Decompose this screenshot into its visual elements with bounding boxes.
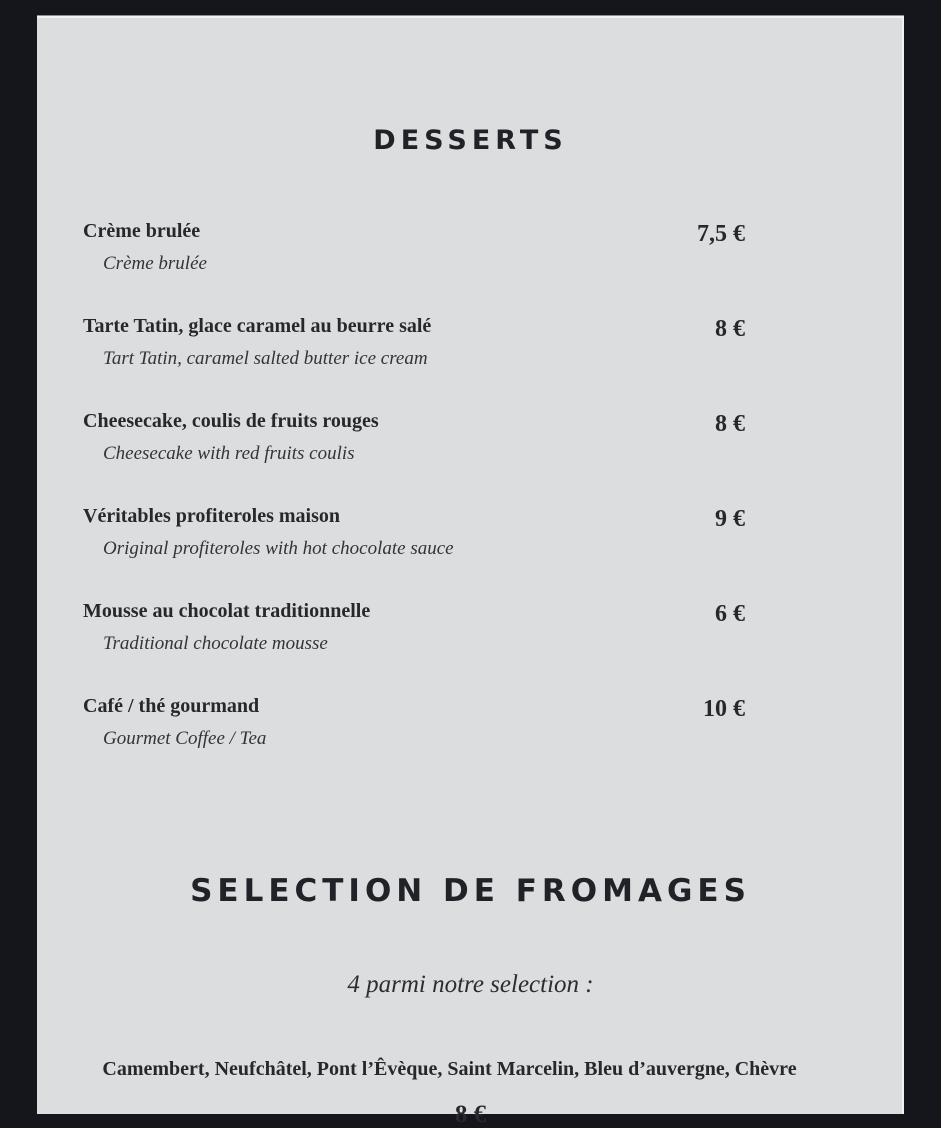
desserts-items-list [83, 218, 745, 751]
menu-item-translation: Gourmet Coffee / Tea [103, 728, 267, 750]
menu-item-row [83, 503, 745, 532]
menu-item-row [83, 693, 745, 722]
menu-item-translation: Original profiteroles with hot chocolate sauce [103, 538, 454, 560]
menu-item-translation: Cheesecake with red fruits coulis [103, 443, 355, 465]
menu-item-name: Mousse au chocolat traditionnelle [83, 600, 371, 623]
menu-item [83, 218, 745, 276]
menu-item-translation: Tart Tatin, caramel salted butter ice cream [103, 348, 428, 370]
menu-item-price: 10 € [703, 696, 745, 723]
menu-item-name: Crème brulée [83, 220, 201, 243]
menu-item-translation: Traditional chocolate mousse [103, 633, 328, 655]
menu-item-name: Café / thé gourmand [83, 695, 260, 718]
menu-item-row [83, 218, 745, 247]
menu-item-translation: Crème brulée [103, 253, 207, 275]
fromages-selection-list: Camembert, Neufchâtel, Pont l’Êvèque, Saint Marcelin, Bleu d’auvergne, Chèvre [102, 1057, 797, 1080]
fromages-note: 4 parmi notre selection : [347, 970, 594, 998]
fromages-section-title: SELECTION DE FROMAGES [190, 873, 751, 910]
menu-item-price: 7,5 € [697, 221, 745, 248]
menu-item-price: 9 € [715, 506, 745, 533]
desserts-section-title: DESSERTS [373, 125, 568, 156]
menu-item-name: Tarte Tatin, glace caramel au beurre salé [83, 315, 432, 338]
menu-item-row [83, 313, 745, 342]
fromages-price: 8 € [454, 1100, 487, 1128]
menu-page [37, 15, 904, 1128]
menu-item-row [83, 408, 745, 437]
menu-item-name: Cheesecake, coulis de fruits rouges [83, 410, 379, 433]
menu-item [83, 313, 745, 371]
menu-item-price: 8 € [715, 411, 745, 438]
menu-item [83, 408, 745, 466]
menu-item-price: 8 € [715, 316, 745, 343]
menu-item-row [83, 598, 745, 627]
menu-item [83, 598, 745, 656]
menu-item [83, 503, 745, 561]
menu-item [83, 693, 745, 751]
menu-item-name: Véritables profiteroles maison [83, 505, 341, 528]
menu-item-price: 6 € [715, 601, 745, 628]
